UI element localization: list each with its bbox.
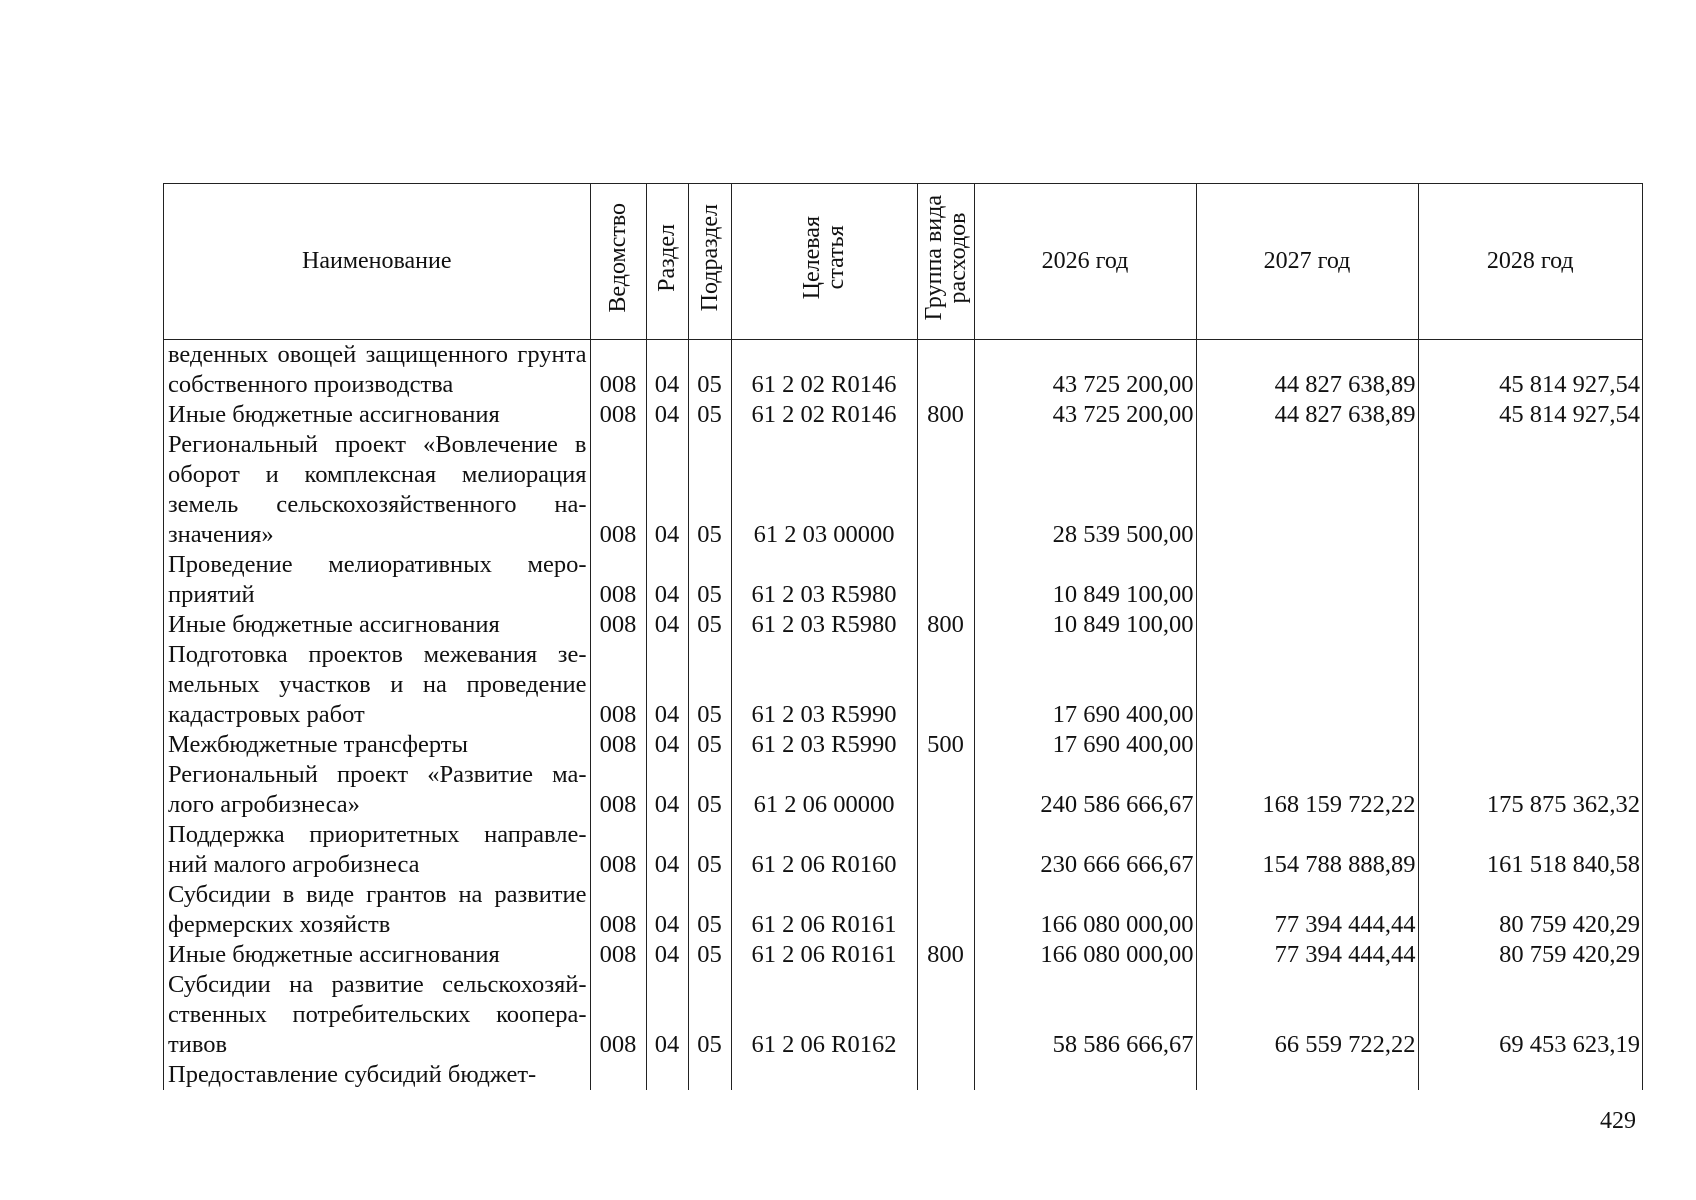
- cell-2027: 66 559 722,22: [1196, 970, 1418, 1060]
- cell-2026: 166 080 000,00: [974, 880, 1196, 940]
- cell-razdel: 04: [646, 820, 688, 880]
- cell-2026: 43 725 200,00: [974, 340, 1196, 401]
- cell-celevaya-statya: 61 2 03 00000: [731, 430, 917, 550]
- cell-celevaya-statya: 61 2 06 R0161: [731, 940, 917, 970]
- cell-2028: [1418, 550, 1642, 610]
- cell-podrazdel: 05: [688, 940, 731, 970]
- cell-2026: 166 080 000,00: [974, 940, 1196, 970]
- cell-name: Поддержка приоритетных направле-ний малого агробизнеса: [164, 820, 590, 880]
- table-body: [164, 340, 1642, 1091]
- cell-podrazdel: 05: [688, 400, 731, 430]
- cell-name: веденных овощей защищенного грунта собственного производства: [164, 340, 590, 401]
- cell-razdel: 04: [646, 400, 688, 430]
- cell-2028: 45 814 927,54: [1499, 371, 1640, 398]
- cell-gruppa: [917, 640, 974, 730]
- cell-celevaya-statya: 61 2 03 R5980: [731, 610, 917, 640]
- cell-2028: 161 518 840,58: [1486, 851, 1640, 878]
- cell-vedomstvo: 008: [590, 400, 646, 430]
- cell-name: Региональный проект «Развитие ма-лого агробизнеса»: [164, 760, 590, 820]
- cell-2028: [1418, 640, 1642, 730]
- cell-razdel: 04: [646, 550, 688, 610]
- cell-podrazdel: 05: [688, 340, 731, 401]
- cell-vedomstvo: 008: [590, 430, 646, 550]
- cell-name: Межбюджетные трансферты: [164, 730, 590, 760]
- cell-vedomstvo: 008: [590, 640, 646, 730]
- cell-podrazdel: 05: [688, 640, 731, 730]
- cell-2028: [1418, 610, 1642, 640]
- cell-name: Региональный проект «Вовлечение в оборот и комплексная мелиорация земель сельскохозяйственного на-значения»: [164, 430, 590, 550]
- table-row: [164, 340, 1642, 401]
- cell-podrazdel: 05: [688, 880, 731, 940]
- cell-podrazdel: 05: [688, 610, 731, 640]
- table-row: [164, 760, 1642, 820]
- cell-2026: 17 690 400,00: [974, 730, 1196, 760]
- cell-razdel: 04: [646, 730, 688, 760]
- cell-gruppa: [917, 1060, 974, 1090]
- cell-gruppa: 800: [917, 940, 974, 970]
- cell-2028: [1418, 430, 1642, 550]
- header-year-2026: 2026 год: [974, 184, 1196, 340]
- cell-2027: [1196, 610, 1418, 640]
- header-vedomstvo: Ведомство: [590, 184, 646, 340]
- cell-2027: 44 827 638,89: [1196, 400, 1418, 430]
- table-row: [164, 940, 1642, 970]
- cell-2027: 168 159 722,22: [1196, 760, 1418, 820]
- cell-gruppa: [917, 340, 974, 401]
- cell-2027: [1196, 430, 1418, 550]
- cell-name: Проведение мелиоративных меро-приятий: [164, 550, 590, 610]
- table-row: [164, 640, 1642, 730]
- cell-2027: 154 788 888,89: [1196, 820, 1418, 880]
- header-podrazdel: Подраздел: [688, 184, 731, 340]
- cell-celevaya-statya: 61 2 02 R0146: [731, 400, 917, 430]
- cell-gruppa: [917, 760, 974, 820]
- cell-vedomstvo: 008: [590, 550, 646, 610]
- cell-2028: 80 759 420,29: [1499, 911, 1640, 938]
- cell-celevaya-statya: 61 2 06 R0160: [731, 820, 917, 880]
- table-row: [164, 610, 1642, 640]
- cell-vedomstvo: 008: [590, 340, 646, 401]
- cell-vedomstvo: 008: [590, 760, 646, 820]
- cell-2027: [1196, 640, 1418, 730]
- cell-2026: 240 586 666,67: [974, 760, 1196, 820]
- table-row: [164, 550, 1642, 610]
- cell-celevaya-statya: 61 2 06 R0161: [731, 880, 917, 940]
- table-row: [164, 820, 1642, 880]
- cell-gruppa: [917, 880, 974, 940]
- cell-2027: [1196, 730, 1418, 760]
- cell-2026: 230 666 666,67: [974, 820, 1196, 880]
- cell-2027: 77 394 444,44: [1196, 880, 1418, 940]
- cell-2027: [1196, 550, 1418, 610]
- header-name: Наименование: [164, 184, 590, 340]
- cell-vedomstvo: 008: [590, 970, 646, 1060]
- cell-podrazdel: 05: [688, 820, 731, 880]
- table-header: [164, 184, 1642, 340]
- cell-razdel: 04: [646, 970, 688, 1060]
- cell-name: Предоставление субсидий бюджет-: [164, 1060, 590, 1090]
- cell-2026: 10 849 100,00: [974, 550, 1196, 610]
- cell-2026: 43 725 200,00: [974, 400, 1196, 430]
- cell-gruppa: [917, 820, 974, 880]
- cell-podrazdel: 05: [688, 970, 731, 1060]
- cell-2026: 10 849 100,00: [974, 610, 1196, 640]
- cell-2028: 80 759 420,29: [1499, 941, 1640, 968]
- cell-vedomstvo: 008: [590, 610, 646, 640]
- cell-celevaya-statya: 61 2 03 R5990: [731, 730, 917, 760]
- cell-razdel: 04: [646, 940, 688, 970]
- cell-2027: [1196, 1060, 1418, 1090]
- cell-name: Субсидии на развитие сельскохозяй-ственных потребительских коопера-тивов: [164, 970, 590, 1060]
- cell-gruppa: [917, 430, 974, 550]
- cell-2028: [1418, 1060, 1642, 1090]
- header-razdel: Раздел: [646, 184, 688, 340]
- cell-razdel: 04: [646, 340, 688, 401]
- cell-celevaya-statya: 61 2 06 R0162: [731, 970, 917, 1060]
- budget-table-container: [163, 183, 1643, 1090]
- cell-celevaya-statya: [731, 1060, 917, 1090]
- cell-name: Иные бюджетные ассигнования: [164, 940, 590, 970]
- cell-vedomstvo: 008: [590, 940, 646, 970]
- cell-razdel: [646, 1060, 688, 1090]
- cell-2026: [974, 1060, 1196, 1090]
- cell-vedomstvo: 008: [590, 730, 646, 760]
- header-gruppa-vida-rashodov: Группа вида расходов: [917, 184, 974, 340]
- cell-vedomstvo: 008: [590, 820, 646, 880]
- cell-gruppa: [917, 970, 974, 1060]
- cell-razdel: 04: [646, 880, 688, 940]
- cell-2027: 44 827 638,89: [1196, 340, 1418, 401]
- cell-2026: 28 539 500,00: [974, 430, 1196, 550]
- cell-celevaya-statya: 61 2 06 00000: [731, 760, 917, 820]
- cell-name: Подготовка проектов межевания зе-мельных участков и на проведение кадастровых работ: [164, 640, 590, 730]
- cell-2028: [1418, 730, 1642, 760]
- budget-table: [164, 184, 1642, 1090]
- cell-razdel: 04: [646, 610, 688, 640]
- cell-gruppa: 800: [917, 400, 974, 430]
- cell-podrazdel: 05: [688, 430, 731, 550]
- header-celevaya-statya: Целевая статья: [731, 184, 917, 340]
- cell-podrazdel: 05: [688, 550, 731, 610]
- cell-2028: 175 875 362,32: [1486, 791, 1640, 818]
- cell-razdel: 04: [646, 430, 688, 550]
- cell-razdel: 04: [646, 760, 688, 820]
- table-row: [164, 430, 1642, 550]
- cell-gruppa: [917, 550, 974, 610]
- cell-podrazdel: [688, 1060, 731, 1090]
- cell-2028: 69 453 623,19: [1499, 1031, 1640, 1058]
- cell-celevaya-statya: 61 2 02 R0146: [731, 340, 917, 401]
- header-year-2027: 2027 год: [1196, 184, 1418, 340]
- cell-2026: 17 690 400,00: [974, 640, 1196, 730]
- table-row: [164, 970, 1642, 1060]
- cell-name: Иные бюджетные ассигнования: [164, 610, 590, 640]
- cell-2026: 58 586 666,67: [974, 970, 1196, 1060]
- cell-celevaya-statya: 61 2 03 R5990: [731, 640, 917, 730]
- cell-2027: 77 394 444,44: [1196, 940, 1418, 970]
- table-row: [164, 1060, 1642, 1090]
- cell-name: Иные бюджетные ассигнования: [164, 400, 590, 430]
- cell-podrazdel: 05: [688, 730, 731, 760]
- cell-vedomstvo: [590, 1060, 646, 1090]
- cell-name: Субсидии в виде грантов на развитие фермерских хозяйств: [164, 880, 590, 940]
- page-number: 429: [1600, 1108, 1636, 1134]
- cell-vedomstvo: 008: [590, 880, 646, 940]
- cell-gruppa: 500: [917, 730, 974, 760]
- cell-celevaya-statya: 61 2 03 R5980: [731, 550, 917, 610]
- table-row: [164, 400, 1642, 430]
- table-row: [164, 880, 1642, 940]
- table-row: [164, 730, 1642, 760]
- cell-2028: 45 814 927,54: [1499, 401, 1640, 428]
- cell-razdel: 04: [646, 640, 688, 730]
- header-year-2028: 2028 год: [1418, 184, 1642, 340]
- cell-gruppa: 800: [917, 610, 974, 640]
- cell-podrazdel: 05: [688, 760, 731, 820]
